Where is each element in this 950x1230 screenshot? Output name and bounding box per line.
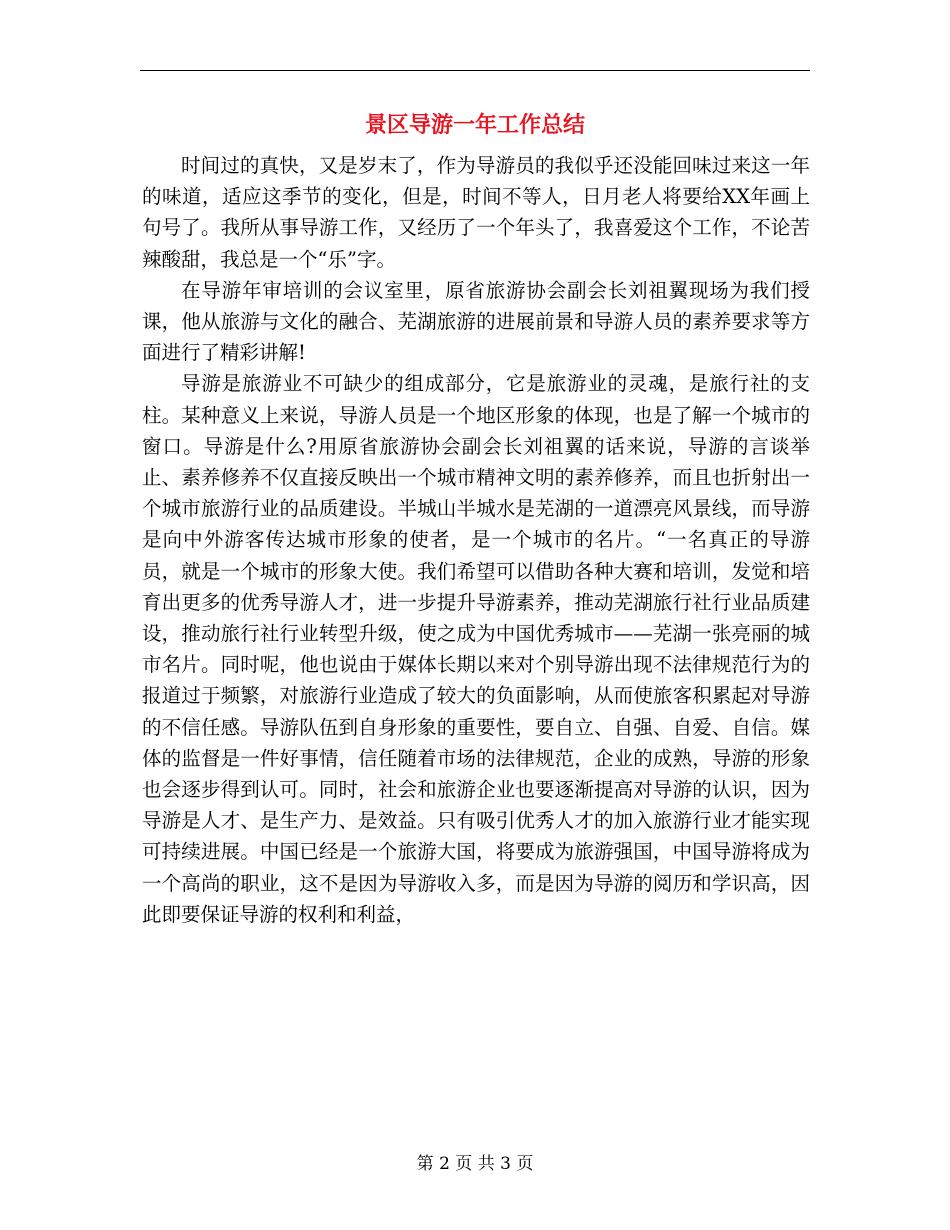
document-body <box>142 150 810 930</box>
paragraph-3: 导游是旅游业不可缺少的组成部分，它是旅游业的灵魂，是旅行社的支柱。某种意义上来说，导游人员是一个地区形象的体现，也是了解一个城市的窗口。导游是什么?用原省旅游协会副会长刘祖翼的话来说，导游的言谈举止、素养修养不仅直接反映出一个城市精神文明的素养修养，而且也折射出一个城市旅游行业的品质建设。半城山半城水是芜湖的一道漂亮风景线，而导游是向中外游客传达城市形象的使者，是一个城市的名片。“一名真正的导游员，就是一个城市的形象大使。我们希望可以借助各种大赛和培训，发觉和培育出更多的优秀导游人才，进一步提升导游素养，推动芜湖旅行社行业品质建设，推动旅行社行业转型升级，使之成为中国优秀城市——芜湖一张亮丽的城市名片。同时呢，他也说由于媒体长期以来对个别导游出现不法律规范行为的报道过于频繁，对旅游行业造成了较大的负面影响，从而使旅客积累起对导游的不信任感。导游队伍到自身形象的重要性，要自立、自强、自爱、自信。媒体的监督是一件好事情，信任随着市场的法律规范，企业的成熟，导游的形象也会逐步得到认可。同时，社会和旅游企业也要逐渐提高对导游的认识，因为导游是人才、是生产力、是效益。只有吸引优秀人才的加入旅游行业才能实现可持续进展。中国已经是一个旅游大国，将要成为旅游强国，中国导游将成为一个高尚的职业，这不是因为导游收入多，而是因为导游的阅历和学识高，因此即要保证导游的权利和利益， <box>142 372 810 926</box>
paragraph-2: 在导游年审培训的会议室里，原省旅游协会副会长刘祖翼现场为我们授课，他从旅游与文化的融合、芜湖旅游的进展前景和导游人员的素养要求等方面进行了精彩讲解! <box>142 278 810 365</box>
paragraph-1: 时间过的真快，又是岁末了，作为导游员的我似乎还没能回味过来这一年的味道，适应这季节的变化，但是，时间不等人，日月老人将要给XX年画上句号了。我所从事导游工作，又经历了一个年头了，我喜爱这个工作，不论苦辣酸甜，我总是一个“乐”字。 <box>142 154 810 271</box>
header-rule <box>140 70 810 71</box>
page-number: 第 2 页 共 3 页 <box>416 1154 534 1174</box>
document-title: 景区导游一年工作总结 <box>364 112 585 138</box>
